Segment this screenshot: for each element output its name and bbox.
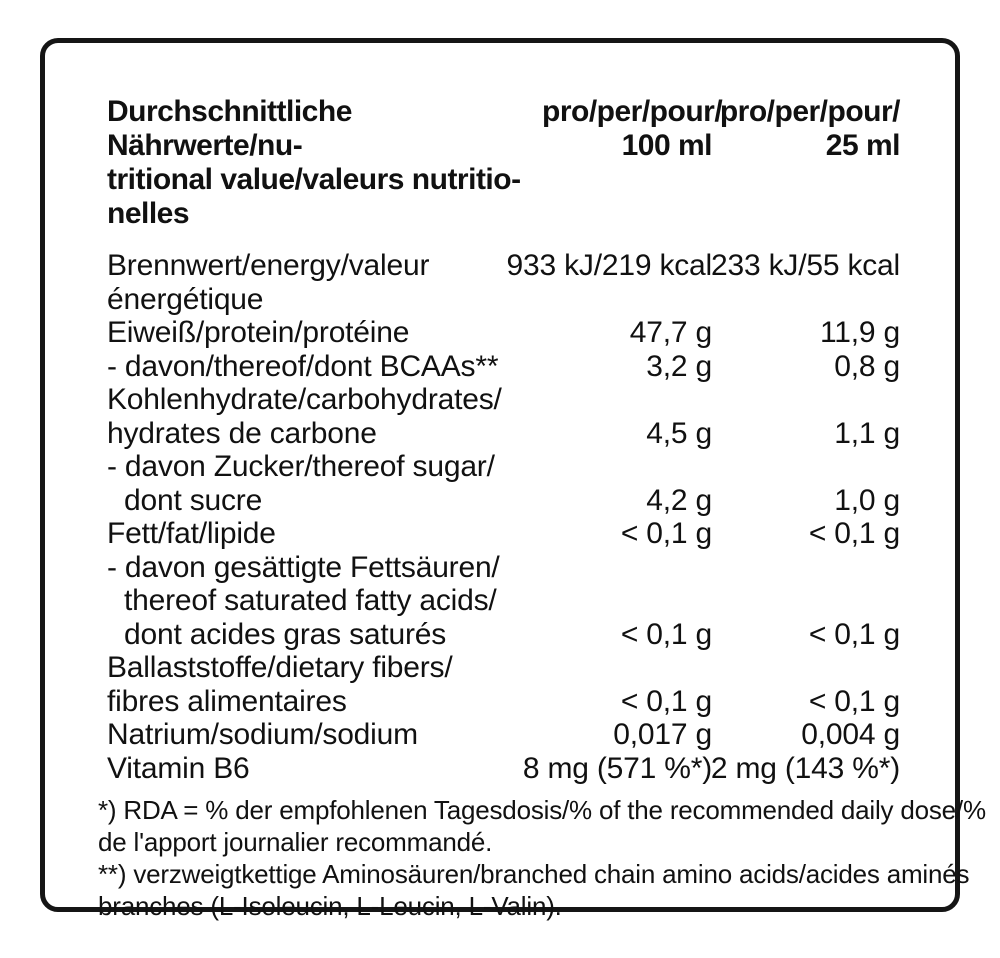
row-label-line: - davon/thereof/dont BCAAs**: [107, 349, 499, 383]
row-label: [107, 316, 542, 350]
column-header-per-100ml: [542, 95, 723, 231]
value-text: 3,2 g: [646, 349, 712, 383]
column-header-line: 100 ml: [621, 129, 712, 162]
column-header-line: pro/per/pour/: [542, 95, 723, 128]
value-text: 1,1 g: [834, 416, 900, 450]
table-row-sugar: [107, 450, 900, 517]
value-text: 1,0 g: [834, 483, 900, 517]
footnotes: [98, 794, 986, 922]
row-label: [107, 752, 542, 786]
value-text: 8 mg (571 %*): [522, 751, 712, 785]
row-label: [107, 651, 542, 718]
table-title: [107, 95, 542, 231]
table-title-line: Durchschnittliche Nährwerte/nu-: [107, 95, 352, 162]
value-per-25ml: [712, 350, 900, 384]
value-per-100ml: [506, 249, 712, 316]
value-text: < 0,1 g: [620, 617, 712, 651]
value-text: 933 kJ/219 kcal: [506, 249, 712, 282]
value-per-100ml: [542, 316, 712, 350]
value-per-100ml: [522, 751, 712, 786]
row-label: [107, 718, 542, 752]
value-per-100ml: [542, 450, 712, 517]
value-text: 0,004 g: [801, 718, 900, 751]
footnote-line: *) RDA = % der empfohlenen Tagesdosis/% of the recommended daily dose/%: [98, 795, 986, 825]
table-row-carbohydrates: [107, 383, 900, 450]
value-per-100ml: [542, 517, 712, 551]
value-text: 4,5 g: [646, 416, 712, 450]
row-label-line: hydrates de carbone: [107, 416, 377, 450]
value-per-25ml: [712, 383, 900, 450]
row-label: [107, 383, 542, 450]
row-label-line: dont sucre: [124, 483, 263, 517]
value-text: < 0,1 g: [620, 684, 712, 718]
row-label-line: fibres alimentaires: [107, 684, 347, 718]
row-label-line: - davon gesättigte Fettsäuren/: [107, 550, 500, 584]
row-label: [107, 551, 542, 652]
nutrition-label-panel: [40, 38, 986, 921]
table-title-line: nelles: [107, 197, 190, 230]
row-label-line: thereof saturated fatty acids/: [124, 584, 497, 617]
table-row-fat: [107, 517, 900, 551]
table-title-line: tritional value/valeurs nutritio-: [107, 163, 521, 196]
column-header-line: 25 ml: [825, 129, 900, 162]
footnote-line: **) verzweigtkettige Aminosäuren/branched chain amino acids/acides aminés: [98, 859, 970, 889]
value-per-25ml: [712, 551, 900, 652]
row-label: [107, 350, 542, 384]
row-label: [107, 517, 542, 551]
row-label-line: dont acides gras saturés: [124, 617, 447, 651]
value-per-25ml: [712, 651, 900, 718]
column-header-line: pro/per/pour/: [719, 95, 900, 128]
value-per-25ml: [712, 718, 900, 752]
value-per-25ml: [712, 517, 900, 551]
table-row-protein: [107, 316, 900, 350]
value-text: < 0,1 g: [808, 517, 900, 550]
row-label-line: Fett/fat/lipide: [107, 517, 276, 550]
nutrition-table: [107, 95, 900, 785]
row-label-line: énergétique: [107, 282, 264, 316]
value-per-25ml: [712, 316, 900, 350]
table-header-row: [107, 95, 900, 231]
value-per-100ml: [542, 383, 712, 450]
value-text: 233 kJ/55 kcal: [711, 249, 900, 282]
value-text: 0,017 g: [613, 718, 712, 751]
column-header-per-25ml: [712, 95, 900, 231]
footnote-line: de l'apport journalier recommandé.: [98, 827, 493, 857]
value-per-100ml: [542, 651, 712, 718]
row-label-line: Brennwert/energy/valeur: [107, 249, 430, 282]
nutrition-label-content: [45, 43, 986, 922]
value-text: 11,9 g: [820, 316, 900, 349]
table-row-energy: [107, 249, 900, 316]
row-label-line: Vitamin B6: [107, 751, 250, 785]
value-per-100ml: [542, 551, 712, 652]
value-text: < 0,1 g: [620, 517, 712, 550]
value-per-25ml: [712, 450, 900, 517]
value-per-100ml: [542, 718, 712, 752]
value-per-25ml: [712, 752, 900, 786]
value-text: < 0,1 g: [808, 617, 900, 651]
row-label-line: - davon Zucker/thereof sugar/: [107, 450, 495, 483]
value-per-100ml: [542, 350, 712, 384]
row-label-line: Kohlenhydrate/carbohydrates/: [107, 383, 502, 416]
value-text: 0,8 g: [834, 349, 900, 383]
value-text: 4,2 g: [646, 483, 712, 517]
value-text: < 0,1 g: [808, 684, 900, 718]
table-row-vitamin-b6: [107, 752, 900, 786]
row-label-line: Natrium/sodium/sodium: [107, 718, 418, 751]
table-row-saturated-fat: [107, 551, 900, 652]
table-row-sodium: [107, 718, 900, 752]
row-label: [107, 249, 542, 316]
table-row-fiber: [107, 651, 900, 718]
value-text: 47,7 g: [629, 316, 712, 349]
value-per-25ml: [712, 249, 900, 316]
value-text: 2 mg (143 %*): [710, 751, 900, 785]
table-row-bcaa: [107, 350, 900, 384]
row-label-line: Eiweiß/protein/protéine: [107, 316, 410, 349]
row-label-line: Ballaststoffe/dietary fibers/: [107, 651, 453, 684]
nutrition-rows: [107, 249, 900, 785]
row-label: [107, 450, 542, 517]
footnote-line: branches (L-Isoleucin, L-Leucin, L-Valin).: [98, 891, 562, 921]
